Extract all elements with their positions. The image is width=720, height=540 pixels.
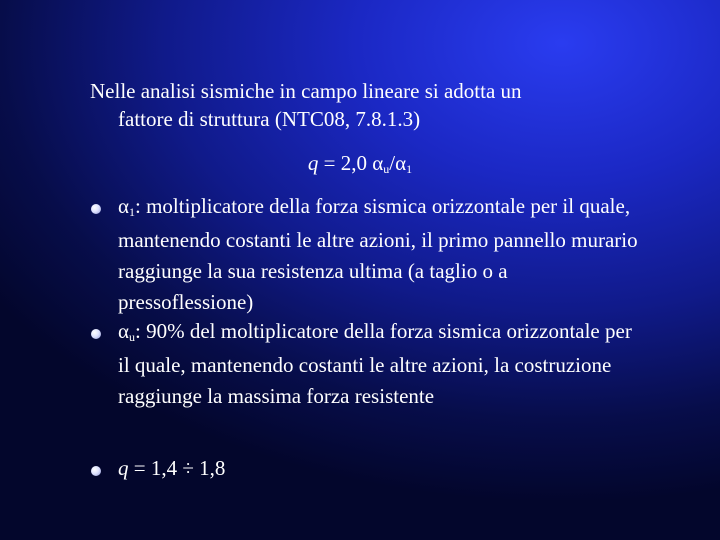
formula-equals: = 2,0 (318, 151, 373, 175)
bullet-dot-icon (91, 204, 101, 214)
bullet-subscript: u (129, 330, 136, 344)
bullet-description: : 90% del moltiplicatore della forza sismica orizzontale per il quale, mantenendo costanti le altre azioni, la costruzione raggiunge la massima forza resistente (118, 319, 632, 408)
formula-alpha-1: α (395, 151, 407, 175)
formula-slash: / (389, 151, 396, 175)
formula-sub-1: 1 (406, 162, 413, 176)
formula-q: q (307, 151, 319, 175)
intro-line-1: Nelle analisi sismiche in campo lineare si adotta un (90, 79, 522, 103)
behaviour-factor-formula (0, 150, 720, 179)
bullet-subscript: 1 (129, 205, 136, 219)
bullet-text (118, 453, 648, 484)
bullet-text (118, 191, 648, 318)
bullet-q-variable: q (118, 456, 129, 480)
bullet-text (118, 316, 648, 412)
formula-sub-u: u (383, 162, 390, 176)
bullet-dot-icon (91, 466, 101, 476)
formula-alpha-u: α (372, 151, 384, 175)
bullet-description: : moltiplicatore della forza sismica orizzontale per il quale, mantenendo costanti le altre azioni, il primo pannello murario raggiunge la sua resistenza ultima (a taglio o a pressoflessione) (118, 194, 638, 314)
bullet-symbol: α (118, 194, 130, 218)
intro-line-2: fattore di struttura (NTC08, 7.8.1.3) (118, 107, 421, 131)
bullet-symbol: α (118, 319, 130, 343)
bullet-q-range-value: = 1,4 ÷ 1,8 (128, 456, 226, 480)
bullet-dot-icon (91, 329, 101, 339)
intro-paragraph (90, 77, 650, 133)
